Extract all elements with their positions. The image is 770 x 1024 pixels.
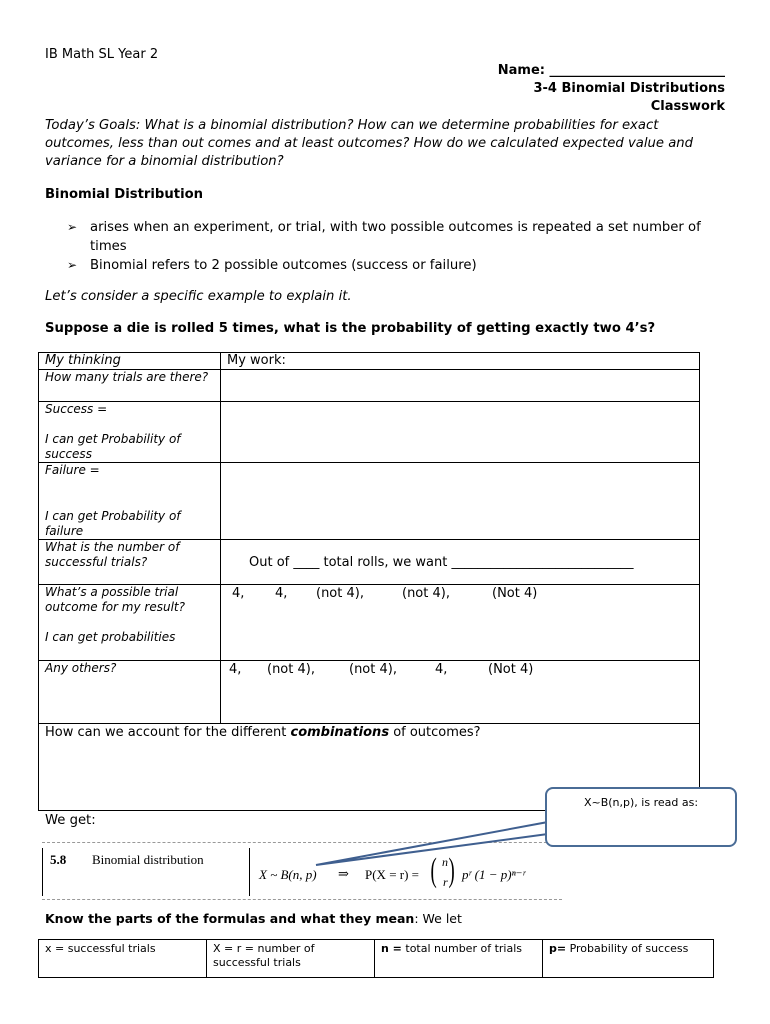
list-item: ➢ arises when an experiment, or trial, with two possible outcomes is repeated a set number of times [67, 220, 701, 254]
work-cell-others[interactable]: 4, (not 4), (not 4), 4, (Not 4) [221, 661, 700, 724]
prompt-any-others: Any others? [39, 661, 221, 724]
work-cell-outcome[interactable]: 4, 4, (not 4), (not 4), (Not 4) [221, 585, 700, 661]
formula-parts-table [38, 939, 714, 978]
prompt-successful-trials: What is the number of successful trials? [39, 540, 221, 585]
doc-title: 3-4 Binomial Distributions [533, 81, 725, 96]
formula-prob: P(X = r) = [365, 867, 420, 882]
example-intro: Let’s consider a specific example to explain it. [45, 289, 352, 304]
implies-icon: ⇒ [338, 866, 349, 881]
part-cell-x: x = successful trials [39, 940, 207, 978]
prompt-failure: Failure = I can get Probability of failure [39, 463, 221, 540]
part-cell-n: n = total number of trials [375, 940, 543, 978]
formula-number: 5.8 [50, 852, 67, 867]
formula-lhs: X ~ B(n, p) [259, 867, 317, 882]
arrow-bullet-icon: ➢ [67, 220, 78, 234]
callout-box [545, 787, 737, 847]
formula-name: Binomial distribution [92, 852, 204, 867]
we-get-label: We get: [45, 813, 96, 828]
table-header-work: My work: [221, 353, 700, 370]
section-title: Binomial Distribution [45, 187, 204, 202]
callout-text: X~B(n,p), is read as: [583, 796, 699, 809]
table-row [39, 940, 714, 978]
part-cell-p: p= Probability of success [543, 940, 714, 978]
name-field-label: Name: ___________________________ [497, 63, 725, 78]
part-cell-r: X = r = number of successful trials [207, 940, 375, 978]
formula-tail: pʳ (1 − p)ⁿ⁻ʳ [462, 867, 526, 882]
arrow-bullet-icon: ➢ [67, 258, 78, 272]
course-label: IB Math SL Year 2 [45, 47, 159, 62]
prompt-success: Success = I can get Probability of success [39, 402, 221, 463]
goals-text: Today’s Goals: What is a binomial distribution? How can we determine probabilities for exact outcomes, less than out comes and at least outcomes? How do we calculated expected value and variance for a binomial distribution? [45, 118, 694, 169]
example-question: Suppose a die is rolled 5 times, what is the probability of getting exactly two 4’s? [45, 321, 656, 336]
list-item: ➢ Binomial refers to 2 possible outcomes (success or failure) [67, 258, 477, 273]
table-header-thinking: My thinking [39, 353, 221, 370]
binom-paren-right-icon: ) [448, 852, 455, 889]
combinations-cell[interactable]: How can we account for the different combinations of outcomes? [39, 724, 700, 811]
binom-r: r [443, 875, 448, 889]
binom-paren-left-icon: ( [430, 852, 437, 889]
doc-subtitle: Classwork [650, 99, 725, 114]
prompt-trial-outcome: What’s a possible trial outcome for my result? I can get probabilities [39, 585, 221, 661]
binom-n: n [442, 855, 448, 869]
work-cell-successful-trials[interactable]: Out of ____ total rolls, we want ____________________________ [221, 540, 700, 585]
prompt-trials: How many trials are there? [39, 370, 221, 402]
know-parts-heading: Know the parts of the formulas and what they mean: We let [45, 911, 462, 926]
